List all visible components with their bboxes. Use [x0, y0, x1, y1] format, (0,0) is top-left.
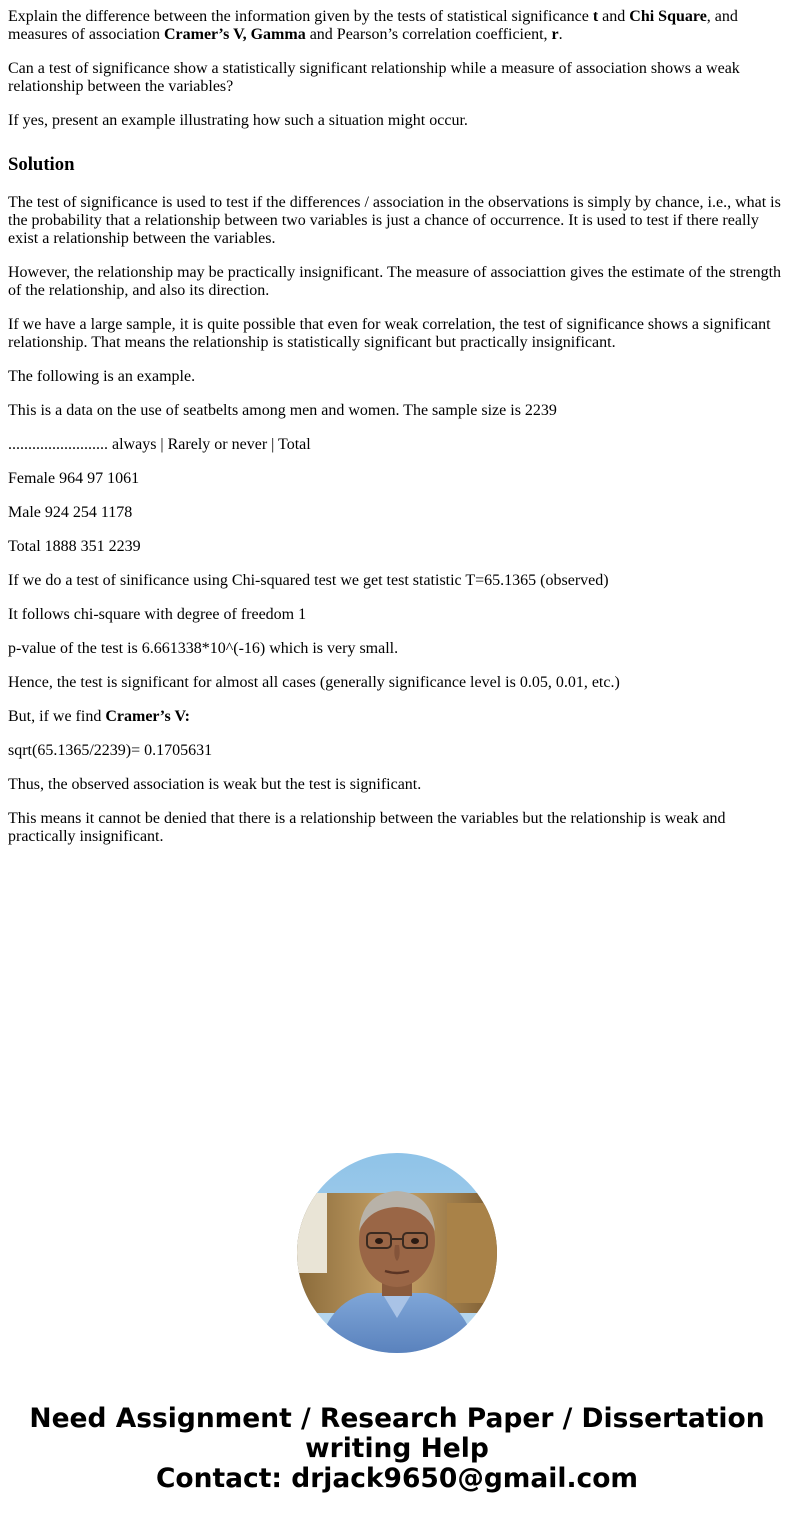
- solution-paragraph: Thus, the observed association is weak but the test is significant.: [8, 776, 422, 793]
- question-paragraph-2: Can a test of significance show a statistically significant relationship while a measure of association shows a weak relationship between the variables?: [8, 60, 740, 95]
- question-paragraph-3: If yes, present an example illustrating how such a situation might occur.: [8, 112, 468, 129]
- solution-paragraph: It follows chi-square with degree of freedom 1: [8, 606, 307, 623]
- banner-line-2: writing Help: [305, 1433, 489, 1464]
- term-chi-square: Chi Square: [629, 8, 707, 25]
- term-t: t: [592, 8, 599, 25]
- table-row-female: Female 964 97 1061: [8, 470, 140, 487]
- question-text: , and measures of association: [8, 8, 738, 43]
- contact-banner: [0, 1404, 794, 1494]
- solution-paragraph: This means it cannot be denied that there is a relationship between the variables but the relationship is weak and practically insignificant.: [8, 810, 726, 845]
- question-text: Explain the difference between the information given by the tests of statistical significance: [8, 8, 593, 25]
- question-text: and: [598, 8, 630, 25]
- table-row-male: Male 924 254 1178: [8, 504, 133, 521]
- table-row-total: Total 1888 351 2239: [8, 538, 141, 555]
- solution-paragraph: This is a data on the use of seatbelts among men and women. The sample size is 2239: [8, 402, 557, 419]
- term-cramers-v-gamma: Cramer’s V, Gamma: [163, 26, 306, 43]
- solution-paragraph: If we have a large sample, it is quite possible that even for weak correlation, the test of significance shows a significant relationship. That means the relationship is statistically significant but practically insignificant.: [8, 316, 771, 351]
- solution-paragraph: The following is an example.: [8, 368, 196, 385]
- solution-paragraph: p-value of the test is 6.661338*10^(-16) which is very small.: [8, 640, 399, 657]
- document-body: [8, 8, 786, 862]
- cramers-v-label: Cramer’s V:: [105, 708, 190, 725]
- question-paragraph-1: [8, 8, 786, 44]
- solution-paragraph: Hence, the test is significant for almost all cases (generally significance level is 0.05, 0.01, etc.): [8, 674, 620, 691]
- solution-paragraph: The test of significance is used to test if the differences / association in the observations is simply by chance, i.e., what is the probability that a relationship between two variables is just a chance of occurrence. It is used to test if there really exist a relationship between the variables.: [8, 194, 781, 247]
- question-text: .: [558, 26, 563, 43]
- banner-line-1: Need Assignment / Research Paper / Dissertation: [29, 1403, 765, 1434]
- banner-contact-line: Contact: drjack9650@gmail.com: [155, 1463, 639, 1494]
- cramers-prefix: But, if we find: [8, 708, 106, 725]
- term-r: r: [551, 26, 559, 43]
- solution-heading: Solution: [8, 154, 75, 175]
- solution-paragraph: sqrt(65.1365/2239)= 0.1705631: [8, 742, 213, 759]
- table-header-row: ......................... always | Rarely or never | Total: [8, 436, 311, 453]
- solution-paragraph: If we do a test of sinificance using Chi-squared test we get test statistic T=65.1365 (observed): [8, 572, 609, 589]
- solution-paragraph: However, the relationship may be practically insignificant. The measure of associattion gives the estimate of the strength of the relationship, and also its direction.: [8, 264, 782, 299]
- question-text: and Pearson’s correlation coefficient,: [305, 26, 552, 43]
- cramers-v-line: [8, 708, 786, 726]
- author-portrait-image: [297, 1153, 497, 1353]
- author-avatar: [297, 1153, 497, 1353]
